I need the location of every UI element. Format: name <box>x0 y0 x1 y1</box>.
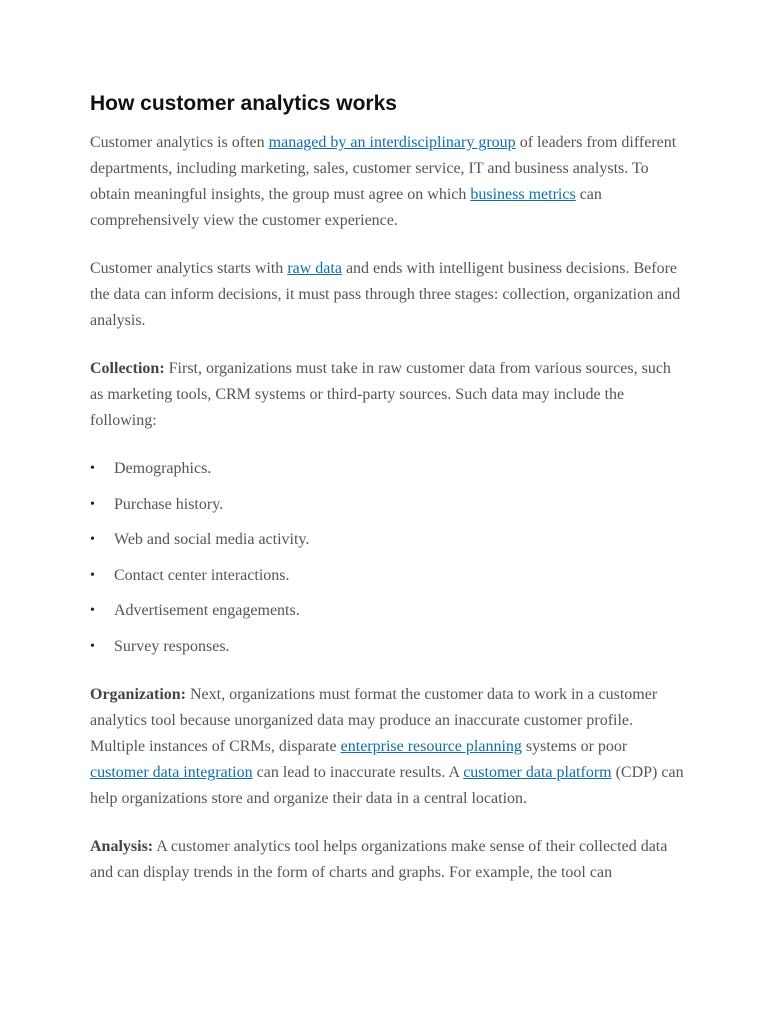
stages-text-2: and ends with intelligent business decisions. Before the data can inform decisions, it must pass through three stages: collection, organization and analysis. <box>90 260 681 329</box>
collection-label: Collection: <box>90 360 165 377</box>
customer-data-platform-link[interactable]: customer data platform <box>463 763 612 781</box>
stages-paragraph <box>90 256 688 334</box>
organization-text-4: (CDP) can help organizations store and organize their data in a central location. <box>90 763 684 807</box>
list-item-text: Contact center interactions. <box>114 566 290 584</box>
bullet-icon: • <box>90 638 95 654</box>
bullet-icon: • <box>90 532 95 548</box>
article <box>90 88 688 908</box>
analysis-text: A customer analytics tool helps organizations make sense of their collected data and can display trends in the form of charts and graphs. For example, the tool can <box>90 837 668 881</box>
intro-paragraph <box>90 130 688 234</box>
list-item <box>90 527 688 553</box>
organization-text-1: Next, organizations must format the customer data to work in a customer analytics tool because unorganized data may produce an inaccurate customer profile. Multiple instances of CRMs, disparate <box>90 685 658 755</box>
list-item <box>90 634 688 660</box>
intro-text-1: Customer analytics is often <box>90 134 269 151</box>
data-sources-list <box>90 456 688 660</box>
list-item-text: Demographics. <box>114 460 212 477</box>
analysis-paragraph <box>90 834 688 886</box>
intro-text-2: of leaders from different departments, including marketing, sales, customer service, IT and business analysts. To obtain meaningful insights, the group must agree on which <box>90 134 677 203</box>
intro-text-3: can comprehensively view the customer experience. <box>90 186 602 229</box>
stages-text-1: Customer analytics starts with <box>90 260 288 277</box>
list-item-text: Advertisement engagements. <box>114 602 300 620</box>
organization-text-3: can lead to inaccurate results. A <box>252 763 464 781</box>
list-item-text: Web and social media activity. <box>114 531 310 549</box>
list-item-text: Purchase history. <box>114 495 224 513</box>
list-item <box>90 456 688 482</box>
enterprise-resource-planning-link[interactable]: enterprise resource planning <box>340 737 522 755</box>
raw-data-link[interactable]: raw data <box>287 260 342 277</box>
bullet-icon: • <box>90 496 95 512</box>
organization-paragraph <box>90 682 688 812</box>
organization-text-2: systems or poor <box>521 737 628 755</box>
bullet-icon: • <box>90 567 95 583</box>
bullet-icon: • <box>90 603 95 619</box>
list-item <box>90 598 688 624</box>
customer-data-integration-link[interactable]: customer data integration <box>90 763 253 781</box>
list-item-text: Survey responses. <box>114 637 230 655</box>
collection-text: First, organizations must take in raw customer data from various sources, such as marketing tools, CRM systems or third-party sources. Such data may include the following: <box>90 360 671 429</box>
bullet-icon: • <box>90 461 95 476</box>
list-item <box>90 492 688 518</box>
analysis-label: Analysis: <box>90 837 154 855</box>
list-item <box>90 563 688 589</box>
collection-paragraph <box>90 356 688 434</box>
organization-label: Organization: <box>90 685 186 703</box>
business-metrics-link[interactable]: business metrics <box>470 186 576 203</box>
page-title: How customer analytics works <box>90 92 397 115</box>
interdisciplinary-group-link[interactable]: managed by an interdisciplinary group <box>268 134 516 151</box>
